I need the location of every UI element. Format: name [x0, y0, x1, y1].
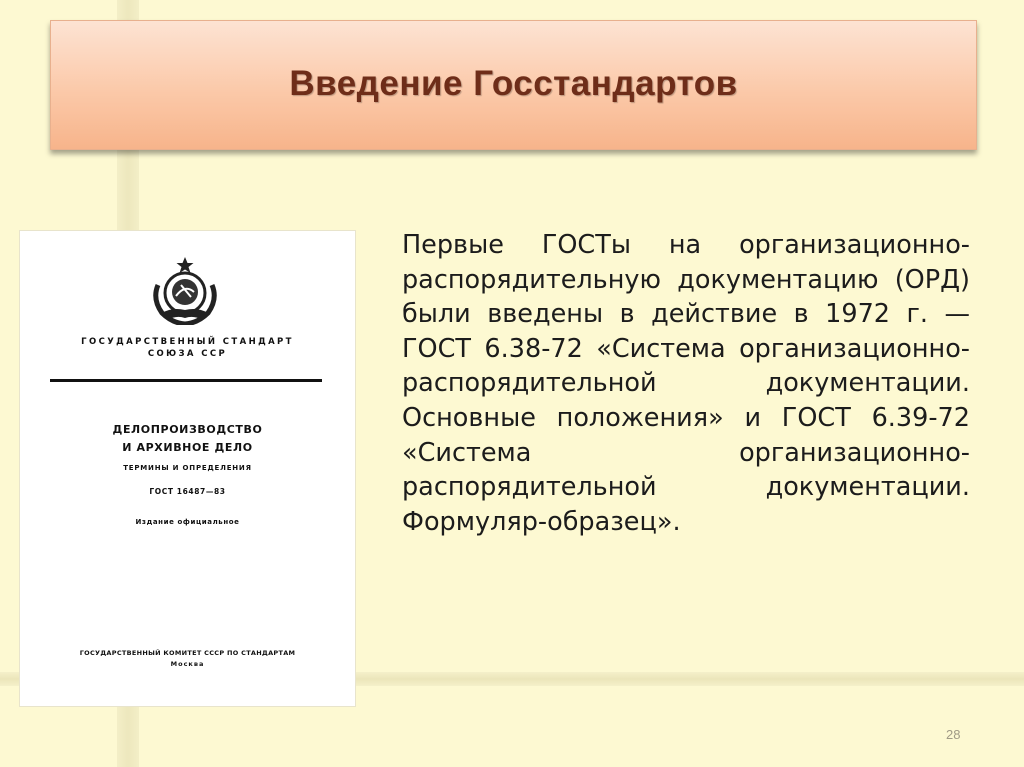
slide-title: Введение Госстандартов — [289, 64, 738, 103]
doc-divider — [50, 379, 322, 382]
doc-city: Москва — [170, 660, 205, 668]
ussr-emblem-icon — [148, 255, 222, 325]
doc-edition: Издание официальное — [135, 518, 240, 526]
gost-document-image — [19, 230, 356, 707]
doc-title-line2: И АРХИВНОЕ ДЕЛО — [122, 441, 253, 454]
body-paragraph: Первые ГОСТы на организационно-распорядительную документацию (ОРД) были введены в действие в 1972 г. — ГОСТ 6.38-72 «Система организационно-распорядительной документации. Основные положения» и ГОСТ 6.39-72 «Система организационно-распорядительной документации. Формуляр-образец». — [402, 230, 970, 537]
doc-title-line1: ДЕЛОПРОИЗВОДСТВО — [112, 423, 263, 436]
page-number: 28 — [946, 727, 961, 742]
title-box — [50, 20, 977, 150]
doc-subtitle: ТЕРМИНЫ И ОПРЕДЕЛЕНИЯ — [123, 464, 252, 472]
doc-org-line2: СОЮЗА ССР — [147, 349, 228, 359]
doc-code: ГОСТ 16487—83 — [149, 487, 226, 496]
doc-org-line1: ГОСУДАРСТВЕННЫЙ СТАНДАРТ — [81, 337, 294, 347]
doc-publisher: ГОСУДАРСТВЕННЫЙ КОМИТЕТ СССР ПО СТАНДАРТАМ — [79, 649, 296, 657]
